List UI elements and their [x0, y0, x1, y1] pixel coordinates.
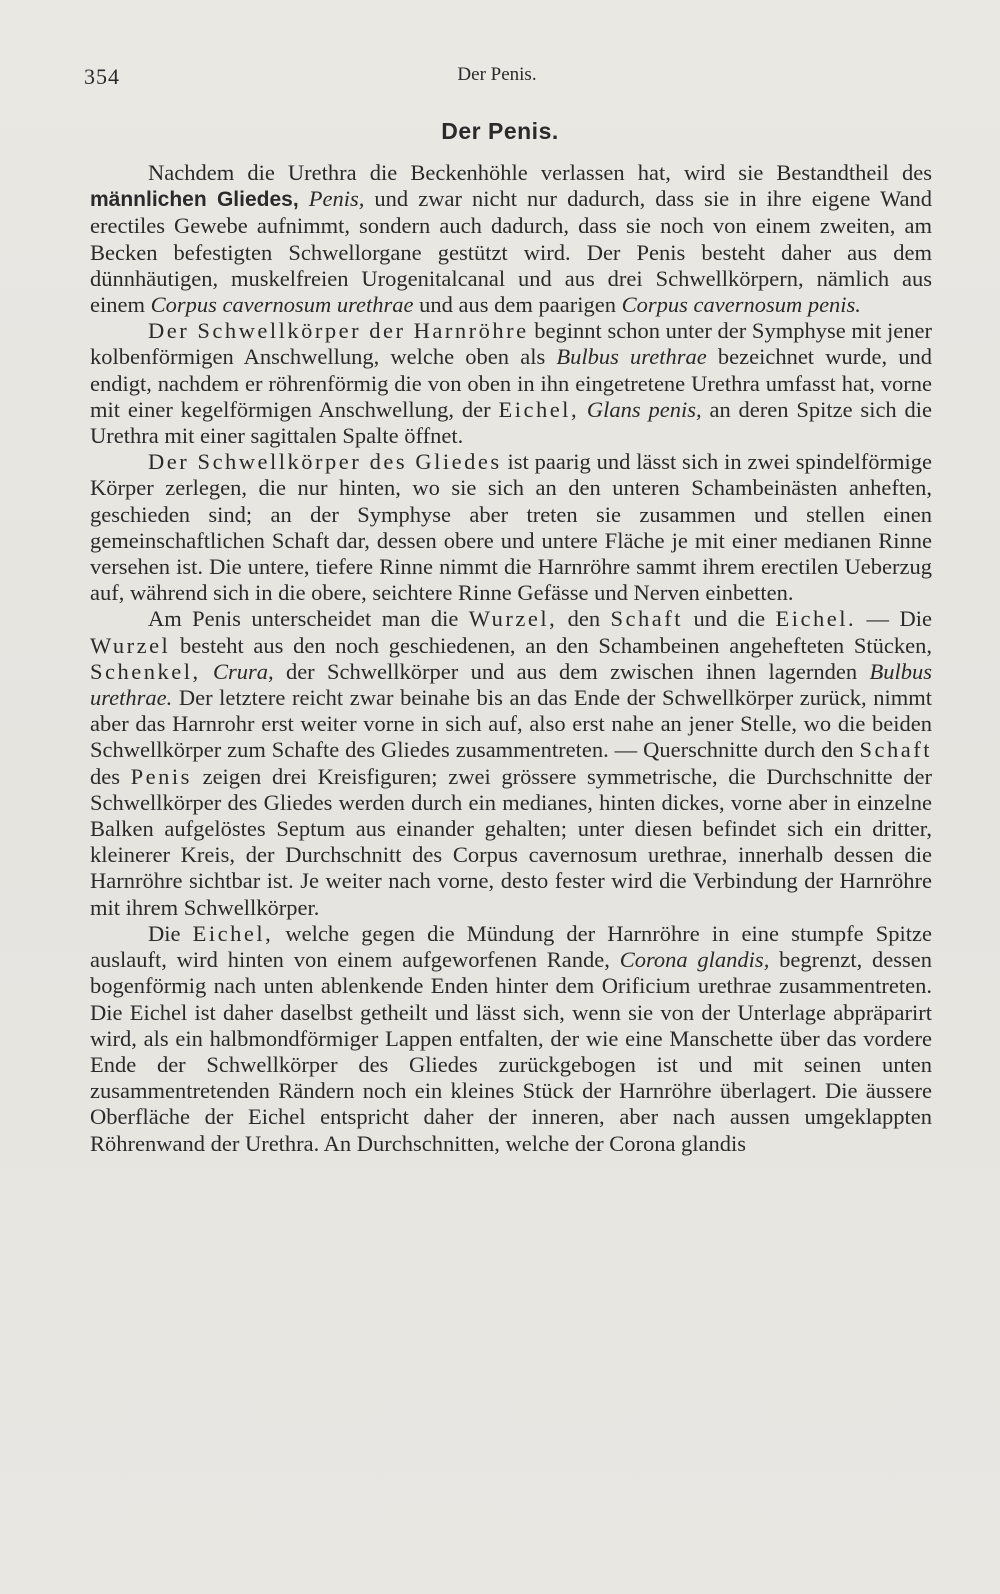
- paragraph: Der Schwellkörper des Gliedes ist paarig und lässt sich in zwei spindelförmige Körper zerlegen, die nur hinten, wo sie sich an den unteren Schambeinästen anheften, geschieden sind; an der Symphyse aber treten sie zusammen und stellen einen gemeinschaftlichen Schaft dar, dessen obere und untere Fläche je mit einer medianen Rinne versehen ist. Die untere, tiefere Rinne nimmt die Harnröhre sammt ihrem erectilen Ueberzug auf, während sich in die obere, seichtere Rinne Gefässe und Nerven einbetten.: [90, 449, 932, 606]
- paragraph: Der Schwellkörper der Harnröhre beginnt schon unter der Symphyse mit jener kolbenförmigen Anschwellung, welche oben als Bulbus urethrae bezeichnet wurde, und endigt, nachdem er röhrenförmig die von oben in ihn eingetretene Urethra umfasst hat, vorne mit einer kegelförmigen Anschwellung, der Eichel, Glans penis, an deren Spitze sich die Urethra mit einer sagittalen Spalte öffnet.: [90, 318, 933, 449]
- paragraph: Am Penis unterscheidet man die Wurzel, den Schaft und die Eichel. — Die Wurzel besteht aus den noch geschiedenen, an den Schambeinen angehefteten Stücken, Schenkel, Crura, der Schwellkörper und aus dem zwischen ihnen lagernden Bulbus urethrae. Der letztere reicht zwar beinahe bis an das Ende der Schwellkörper zurück, nimmt aber das Harnrohr erst weiter vorne in sich auf, also erst nahe an jener Stelle, wo die beiden Schwellkörper zum Schafte des Gliedes zusammentreten. — Querschnitte durch den Schaft des Penis zeigen drei Kreisfiguren; zwei grössere symmetrische, die Durchschnitte der Schwellkörper des Gliedes werden durch ein medianes, hinten dickes, vorne aber in einzelne Balken aufgelöstes Septum aus einander gehalten; unter diesen befindet sich ein dritter, kleinerer Kreis, der Durchschnitt des Corpus cavernosum urethrae, innerhalb dessen die Harnröhre sichtbar ist. Je weiter nach vorne, desto fester wird die Verbindung der Harnröhre mit ihrem Schwellkörper.: [90, 606, 933, 920]
- paragraph: Die Eichel, welche gegen die Mündung der Harnröhre in eine stumpfe Spitze auslauft, wird hinten von einem aufgeworfenen Rande, Corona glandis, begrenzt, dessen bogenförmig nach unten ablenkende Enden hinter dem Orificium urethrae zusammentreten. Die Eichel ist daher daselbst getheilt und lässt sich, wenn sie von der Unterlage abpräparirt wird, als ein halbmondförmiger Lappen entfalten, der wie eine Manschette über das vordere Ende der Schwellkörper des Gliedes zurückgebogen ist und mit seinen unten zusammentretenden Rändern noch ein kleines Stück der Harnröhre überlagert. Die äussere Oberfläche der Eichel entspricht daher der inneren, aber nach aussen umgeklappten Röhrenwand der Urethra. An Durchschnitten, welche der Corona glandis: [90, 920, 932, 1156]
- section-title: Der Penis.: [441, 118, 559, 144]
- body-text: [90, 160, 932, 1157]
- running-title: Der Penis.: [457, 64, 537, 85]
- page-number: 354: [84, 64, 120, 89]
- paragraph: Nachdem die Urethra die Beckenhöhle verlassen hat, wird sie Bestandtheil des männlichen Gliedes, Penis, und zwar nicht nur dadurch, dass sie in ihre eigene Wand erectiles Gewebe aufnimmt, sondern auch dadurch, dass sie noch von einem zweiten, am Becken befestigten Schwellorgane gestützt wird. Der Penis besteht daher aus dem dünnhäutigen, muskelfreien Urogenitalcanal und aus drei Schwellkörpern, nämlich aus einem Corpus cavernosum urethrae und aus dem paarigen Corpus cavernosum penis.: [90, 160, 932, 318]
- running-head: [84, 64, 910, 94]
